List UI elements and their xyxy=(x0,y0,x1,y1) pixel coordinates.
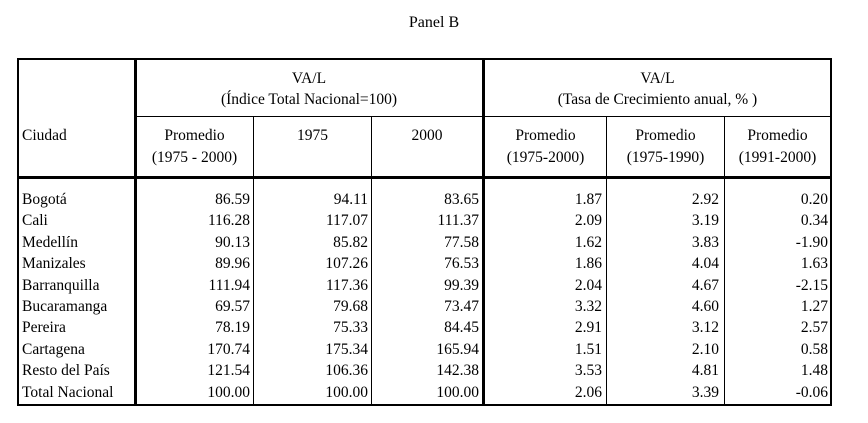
group-header-growth xyxy=(485,68,830,110)
value-cell: 100.00 xyxy=(207,383,250,401)
value-cell: 4.04 xyxy=(691,255,719,273)
value-cell: 0.34 xyxy=(800,212,828,230)
table-row xyxy=(0,253,868,274)
city-name: Pereira xyxy=(22,319,66,337)
column-header-city: Ciudad xyxy=(22,127,67,144)
value-cell: 117.07 xyxy=(325,212,368,230)
city-name: Cartagena xyxy=(22,340,85,358)
table-row xyxy=(0,382,868,403)
column-header-growth-1991-2000 xyxy=(725,125,830,169)
header-line: 2000 xyxy=(411,127,443,144)
value-cell: 2.04 xyxy=(574,276,602,294)
column-header-growth-1975-2000 xyxy=(485,125,606,169)
value-cell: 76.53 xyxy=(444,255,479,273)
city-name: Bucaramanga xyxy=(22,297,108,315)
value-cell: 77.58 xyxy=(444,233,479,251)
header-rule xyxy=(17,176,832,179)
header-line: Promedio xyxy=(515,127,576,144)
table-row xyxy=(0,275,868,296)
city-name: Barranquilla xyxy=(22,276,100,294)
value-cell: 1.48 xyxy=(800,362,828,380)
value-cell: 170.74 xyxy=(207,340,250,358)
value-cell: 99.39 xyxy=(444,276,479,294)
value-cell: 86.59 xyxy=(215,191,250,208)
table-row xyxy=(0,210,868,231)
city-name: Bogotá xyxy=(22,191,67,208)
value-cell: 100.00 xyxy=(436,383,479,401)
header-line: (1991-2000) xyxy=(738,149,817,166)
city-name: Cali xyxy=(22,212,48,230)
table-row xyxy=(0,189,868,210)
value-cell: 1.51 xyxy=(574,340,602,358)
value-cell: 89.96 xyxy=(215,255,250,273)
value-cell: 3.32 xyxy=(574,297,602,315)
table-row xyxy=(0,232,868,253)
value-cell: -1.90 xyxy=(795,233,828,251)
value-cell: 0.20 xyxy=(800,191,828,208)
panel-title: Panel B xyxy=(408,14,460,31)
value-cell: 121.54 xyxy=(207,362,250,380)
value-cell: 2.10 xyxy=(691,340,719,358)
table-row xyxy=(0,339,868,360)
value-cell: 3.19 xyxy=(691,212,719,230)
value-cell: 2.06 xyxy=(574,383,602,401)
value-cell: 84.45 xyxy=(444,319,479,337)
group-header-index xyxy=(136,68,482,110)
value-cell: 3.12 xyxy=(691,319,719,337)
value-cell: 4.60 xyxy=(691,297,719,315)
value-cell: -0.06 xyxy=(795,383,828,401)
value-cell: 1.62 xyxy=(574,233,602,251)
city-name: Total Nacional xyxy=(22,383,114,401)
header-line: Promedio xyxy=(747,127,808,144)
header-line: (1975-2000) xyxy=(506,149,585,166)
column-header-growth-1975-1990 xyxy=(607,125,724,169)
value-cell: 79.68 xyxy=(333,297,368,315)
group-title: VA/L xyxy=(291,70,327,87)
group-header-rule xyxy=(134,116,832,117)
value-cell: 1.63 xyxy=(800,255,828,273)
value-cell: 2.09 xyxy=(574,212,602,230)
value-cell: 4.81 xyxy=(691,362,719,380)
column-header-2000 xyxy=(372,125,482,147)
value-cell: 100.00 xyxy=(325,383,368,401)
value-cell: 1.87 xyxy=(574,191,602,208)
value-cell: 73.47 xyxy=(444,297,479,315)
table-row xyxy=(0,360,868,381)
header-line: Promedio xyxy=(635,127,696,144)
value-cell: 3.39 xyxy=(691,383,719,401)
value-cell: -2.15 xyxy=(795,276,828,294)
value-cell: 116.28 xyxy=(207,212,250,230)
value-cell: 142.38 xyxy=(436,362,479,380)
table-row xyxy=(0,317,868,338)
city-name: Manizales xyxy=(22,255,86,273)
header-line: 1975 xyxy=(297,127,328,144)
value-cell: 1.86 xyxy=(574,255,602,273)
header-line: (1975-1990) xyxy=(626,149,705,166)
value-cell: 175.34 xyxy=(325,340,368,358)
value-cell: 111.94 xyxy=(208,276,250,294)
value-cell: 2.92 xyxy=(691,191,719,208)
value-cell: 90.13 xyxy=(215,233,250,251)
value-cell: 2.91 xyxy=(574,319,602,337)
value-cell: 1.27 xyxy=(800,297,828,315)
table-body xyxy=(0,189,868,403)
header-line: (1975 - 2000) xyxy=(151,149,238,166)
city-name: Medellín xyxy=(22,233,78,251)
group-subtitle: (Índice Total Nacional=100) xyxy=(220,91,398,108)
value-cell: 83.65 xyxy=(444,191,479,208)
value-cell: 69.57 xyxy=(215,297,250,315)
group-subtitle: (Tasa de Crecimiento anual, % ) xyxy=(557,91,758,108)
value-cell: 75.33 xyxy=(333,319,368,337)
column-header-1975 xyxy=(254,125,371,147)
value-cell: 0.58 xyxy=(800,340,828,358)
group-title: VA/L xyxy=(640,70,675,87)
table-row xyxy=(0,296,868,317)
value-cell: 106.36 xyxy=(325,362,368,380)
value-cell: 3.53 xyxy=(574,362,602,380)
value-cell: 3.83 xyxy=(691,233,719,251)
column-header-promedio-1975-2000 xyxy=(136,125,253,169)
value-cell: 4.67 xyxy=(691,276,719,294)
city-name: Resto del País xyxy=(22,362,110,380)
value-cell: 94.11 xyxy=(333,191,368,208)
value-cell: 111.37 xyxy=(437,212,479,230)
value-cell: 78.19 xyxy=(215,319,250,337)
header-line: Promedio xyxy=(164,127,225,144)
value-cell: 165.94 xyxy=(436,340,479,358)
value-cell: 85.82 xyxy=(333,233,368,251)
value-cell: 2.57 xyxy=(800,319,828,337)
value-cell: 117.36 xyxy=(325,276,368,294)
value-cell: 107.26 xyxy=(325,255,368,273)
